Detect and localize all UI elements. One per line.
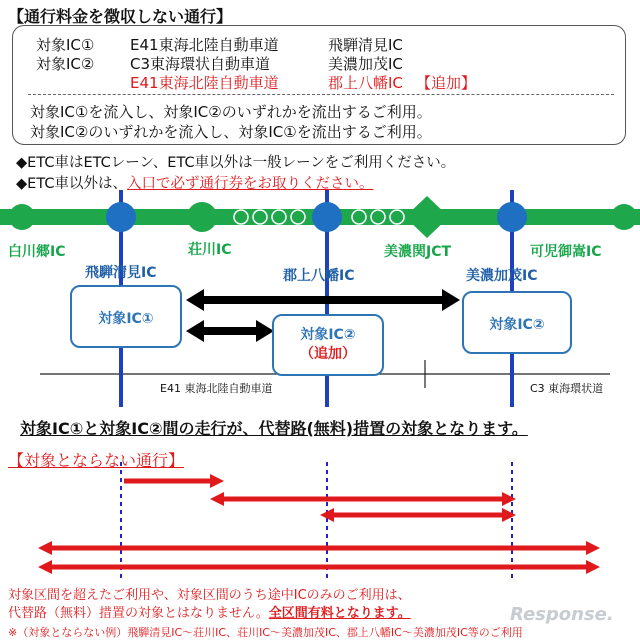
target-ic1-box	[70, 285, 182, 348]
road-label-c3: C3 東海環状道	[530, 382, 604, 395]
row1-road: E41東海北陸自動車道	[130, 36, 279, 54]
label-hida: 飛騨清見IC	[85, 265, 157, 281]
road-label-e41: E41 東海北陸自動車道	[160, 382, 273, 395]
watermark-logo: Response.	[510, 604, 614, 625]
target-ic2-gujo-box	[272, 314, 384, 376]
footer-line-3: ※（対象とならない例）飛騨清見IC～荘川IC、荘川IC～美濃加茂IC、郡上八幡IC～美濃加茂IC等のご利用	[8, 626, 523, 639]
non-target-title-text: 【対象とならない通行】	[8, 451, 185, 470]
note-etc-lane: ◆ETC車はETCレーン、ETC車以外は一般レーンをご利用ください。	[16, 155, 456, 171]
row2-road: C3東海環状自動車道	[130, 55, 271, 73]
target-ic2-minokamo-box	[462, 291, 572, 354]
node-hida	[106, 202, 136, 232]
label-shokawa: 荘川IC	[188, 242, 232, 258]
target-ic3-label: 対象IC②	[489, 317, 545, 333]
non-target-diagram	[0, 462, 640, 580]
label-minokamo: 美濃加茂IC	[466, 268, 538, 284]
row3-tag: 【追加】	[416, 74, 477, 92]
label-minoseki: 美濃関JCT	[384, 244, 452, 260]
row2-label: 対象IC②	[36, 55, 95, 73]
row1-ic: 飛騨清見IC	[328, 36, 403, 54]
label-kani: 可児御嵩IC	[530, 244, 602, 260]
page-title: 【通行料金を徴収しない通行】	[8, 7, 233, 26]
label-shirakawago: 白川郷IC	[8, 244, 66, 260]
node-gujo	[312, 202, 342, 232]
row1-label: 対象IC①	[36, 36, 95, 54]
node-shirakawago	[9, 204, 35, 230]
target-ic2-label: 対象IC②	[300, 327, 356, 343]
headline: 対象IC①と対象IC②間の走行が、代替路(無料)措置の対象となります。	[20, 419, 528, 438]
note-ticket-prefix: ◆ETC車以外は、	[16, 176, 127, 192]
box-divider	[28, 94, 614, 95]
target-ic1-label: 対象IC①	[98, 311, 154, 327]
footer-line-2-prefix: 代替路（無料）措置の対象とはなりません。	[8, 606, 269, 621]
desc-line-1: 対象IC①を流入し、対象IC②のいずれかを流出するご利用。	[30, 103, 432, 121]
row3-ic: 郡上八幡IC	[328, 74, 403, 92]
footer-line-2	[8, 602, 411, 621]
label-gujo: 郡上八幡IC	[283, 268, 355, 284]
note-ticket-red: 入口で必ず通行券をお取りください。	[126, 176, 374, 192]
footer-line-2-bold: 全区間有料となります。	[268, 606, 411, 621]
footer-line-1: 対象区間を超えたご利用や、対象区間のうち途中ICのみのご利用は、	[8, 588, 411, 603]
node-minoseki-jct	[405, 196, 449, 238]
node-kani	[611, 204, 637, 230]
row3-road: E41東海北陸自動車道	[130, 74, 279, 92]
node-minokamo	[497, 202, 527, 232]
desc-line-2: 対象IC②のいずれかを流入し、対象IC①を流出するご利用。	[30, 123, 432, 141]
row2-ic: 美濃加茂IC	[328, 55, 403, 73]
node-shokawa	[187, 202, 217, 232]
target-ic2-added-tag: （追加）	[300, 346, 356, 362]
